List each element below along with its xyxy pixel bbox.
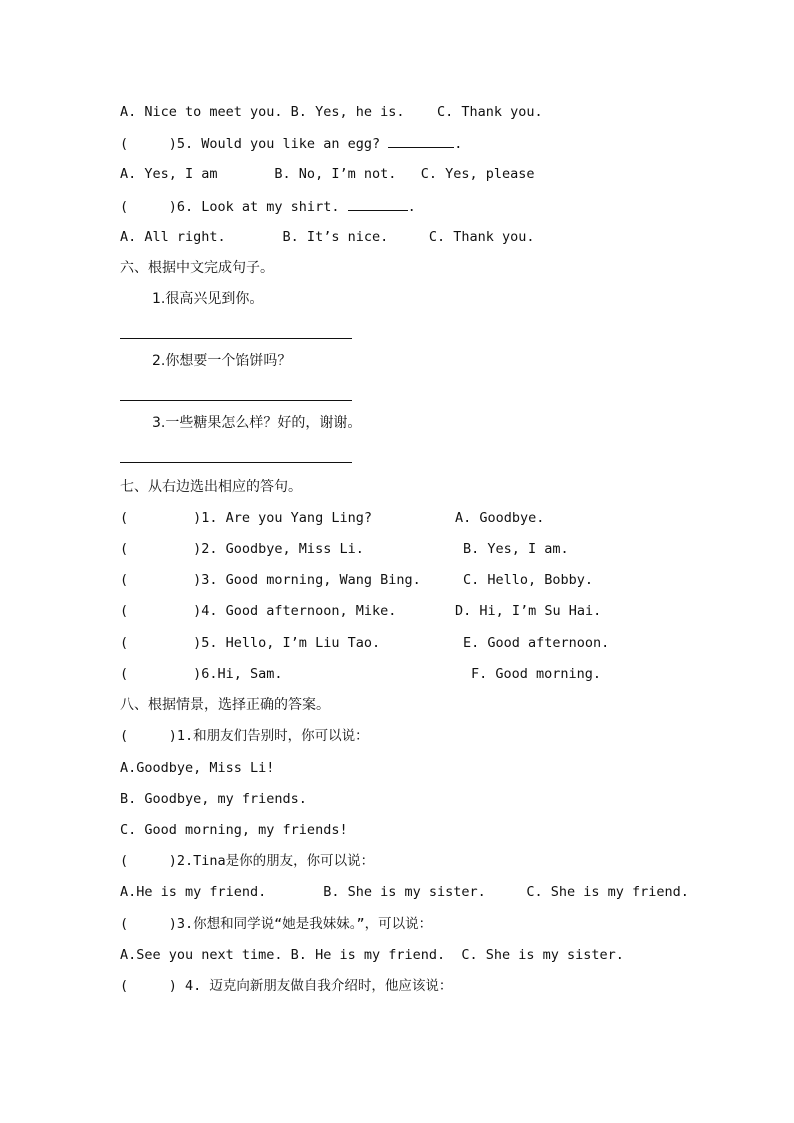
sec7-answer: E. Good afternoon. [463, 635, 610, 651]
sec6-answer-line-2[interactable] [120, 400, 352, 401]
sec8-q1-option-a: A.Goodbye, Miss Li! [120, 760, 275, 776]
q5-tail: . [454, 136, 463, 152]
sec7-question[interactable]: ( )2. Goodbye, Miss Li. [120, 541, 364, 557]
sec7-answer: F. Good morning. [471, 666, 602, 682]
sec7-answer: B. Yes, I am. [463, 541, 569, 557]
sec8-q1[interactable]: ( )1.和朋友们告别时，你可以说： [120, 728, 369, 744]
section-8-heading: 八、根据情景，选择正确的答案。 [120, 697, 330, 713]
q6-tail: . [407, 199, 416, 215]
sec8-q3[interactable]: ( )3.你想和同学说“她是我妹妹。”，可以说： [120, 916, 433, 932]
sec6-item-3: 3.一些糖果怎么样？好的，谢谢。 [152, 415, 362, 431]
q5-options: A. Yes, I am B. No, I’m not. C. Yes, please [120, 166, 535, 182]
sec7-question[interactable]: ( )1. Are you Yang Ling? [120, 510, 372, 526]
sec6-answer-line-1[interactable] [120, 338, 352, 339]
sec7-question[interactable]: ( )5. Hello, I’m Liu Tao. [120, 635, 381, 651]
sec6-item-2: 2.你想要一个馅饼吗？ [152, 353, 292, 369]
sec6-item-1: 1.很高兴见到你。 [152, 291, 264, 307]
q6-line [120, 197, 416, 216]
sec8-q2[interactable]: ( )2.Tina是你的朋友，你可以说： [120, 853, 375, 869]
sec8-q2-options: A.He is my friend. B. She is my sister. C. She is my friend. [120, 884, 689, 900]
sec7-question[interactable]: ( )4. Good afternoon, Mike. [120, 603, 397, 619]
sec8-q1-option-b: B. Goodbye, my friends. [120, 791, 307, 807]
q6-answer-blank[interactable] [348, 197, 408, 211]
q6-options: A. All right. B. It’s nice. C. Thank you. [120, 229, 535, 245]
q5-answer-blank[interactable] [388, 134, 454, 148]
sec7-question[interactable]: ( )6.Hi, Sam. [120, 666, 283, 682]
sec6-answer-line-3[interactable] [120, 462, 352, 463]
section-6-heading: 六、根据中文完成句子。 [120, 260, 274, 276]
q6-stem: ( )6. Look at my shirt. [120, 199, 348, 215]
sec7-answer: A. Goodbye. [455, 510, 545, 526]
sec7-question[interactable]: ( )3. Good morning, Wang Bing. [120, 572, 421, 588]
q5-line [120, 134, 462, 153]
q5-stem: ( )5. Would you like an egg? [120, 136, 389, 152]
sec8-q3-options: A.See you next time. B. He is my friend. C. She is my sister. [120, 947, 624, 963]
sec8-q4[interactable]: ( ) 4. 迈克向新朋友做自我介绍时，他应该说： [120, 978, 453, 994]
section-7-heading: 七、从右边选出相应的答句。 [120, 479, 302, 495]
sec7-answer: D. Hi, I’m Su Hai. [455, 603, 602, 619]
q4-options: A. Nice to meet you. B. Yes, he is. C. Thank you. [120, 104, 543, 120]
sec8-q1-option-c: C. Good morning, my friends! [120, 822, 348, 838]
sec7-answer: C. Hello, Bobby. [463, 572, 594, 588]
